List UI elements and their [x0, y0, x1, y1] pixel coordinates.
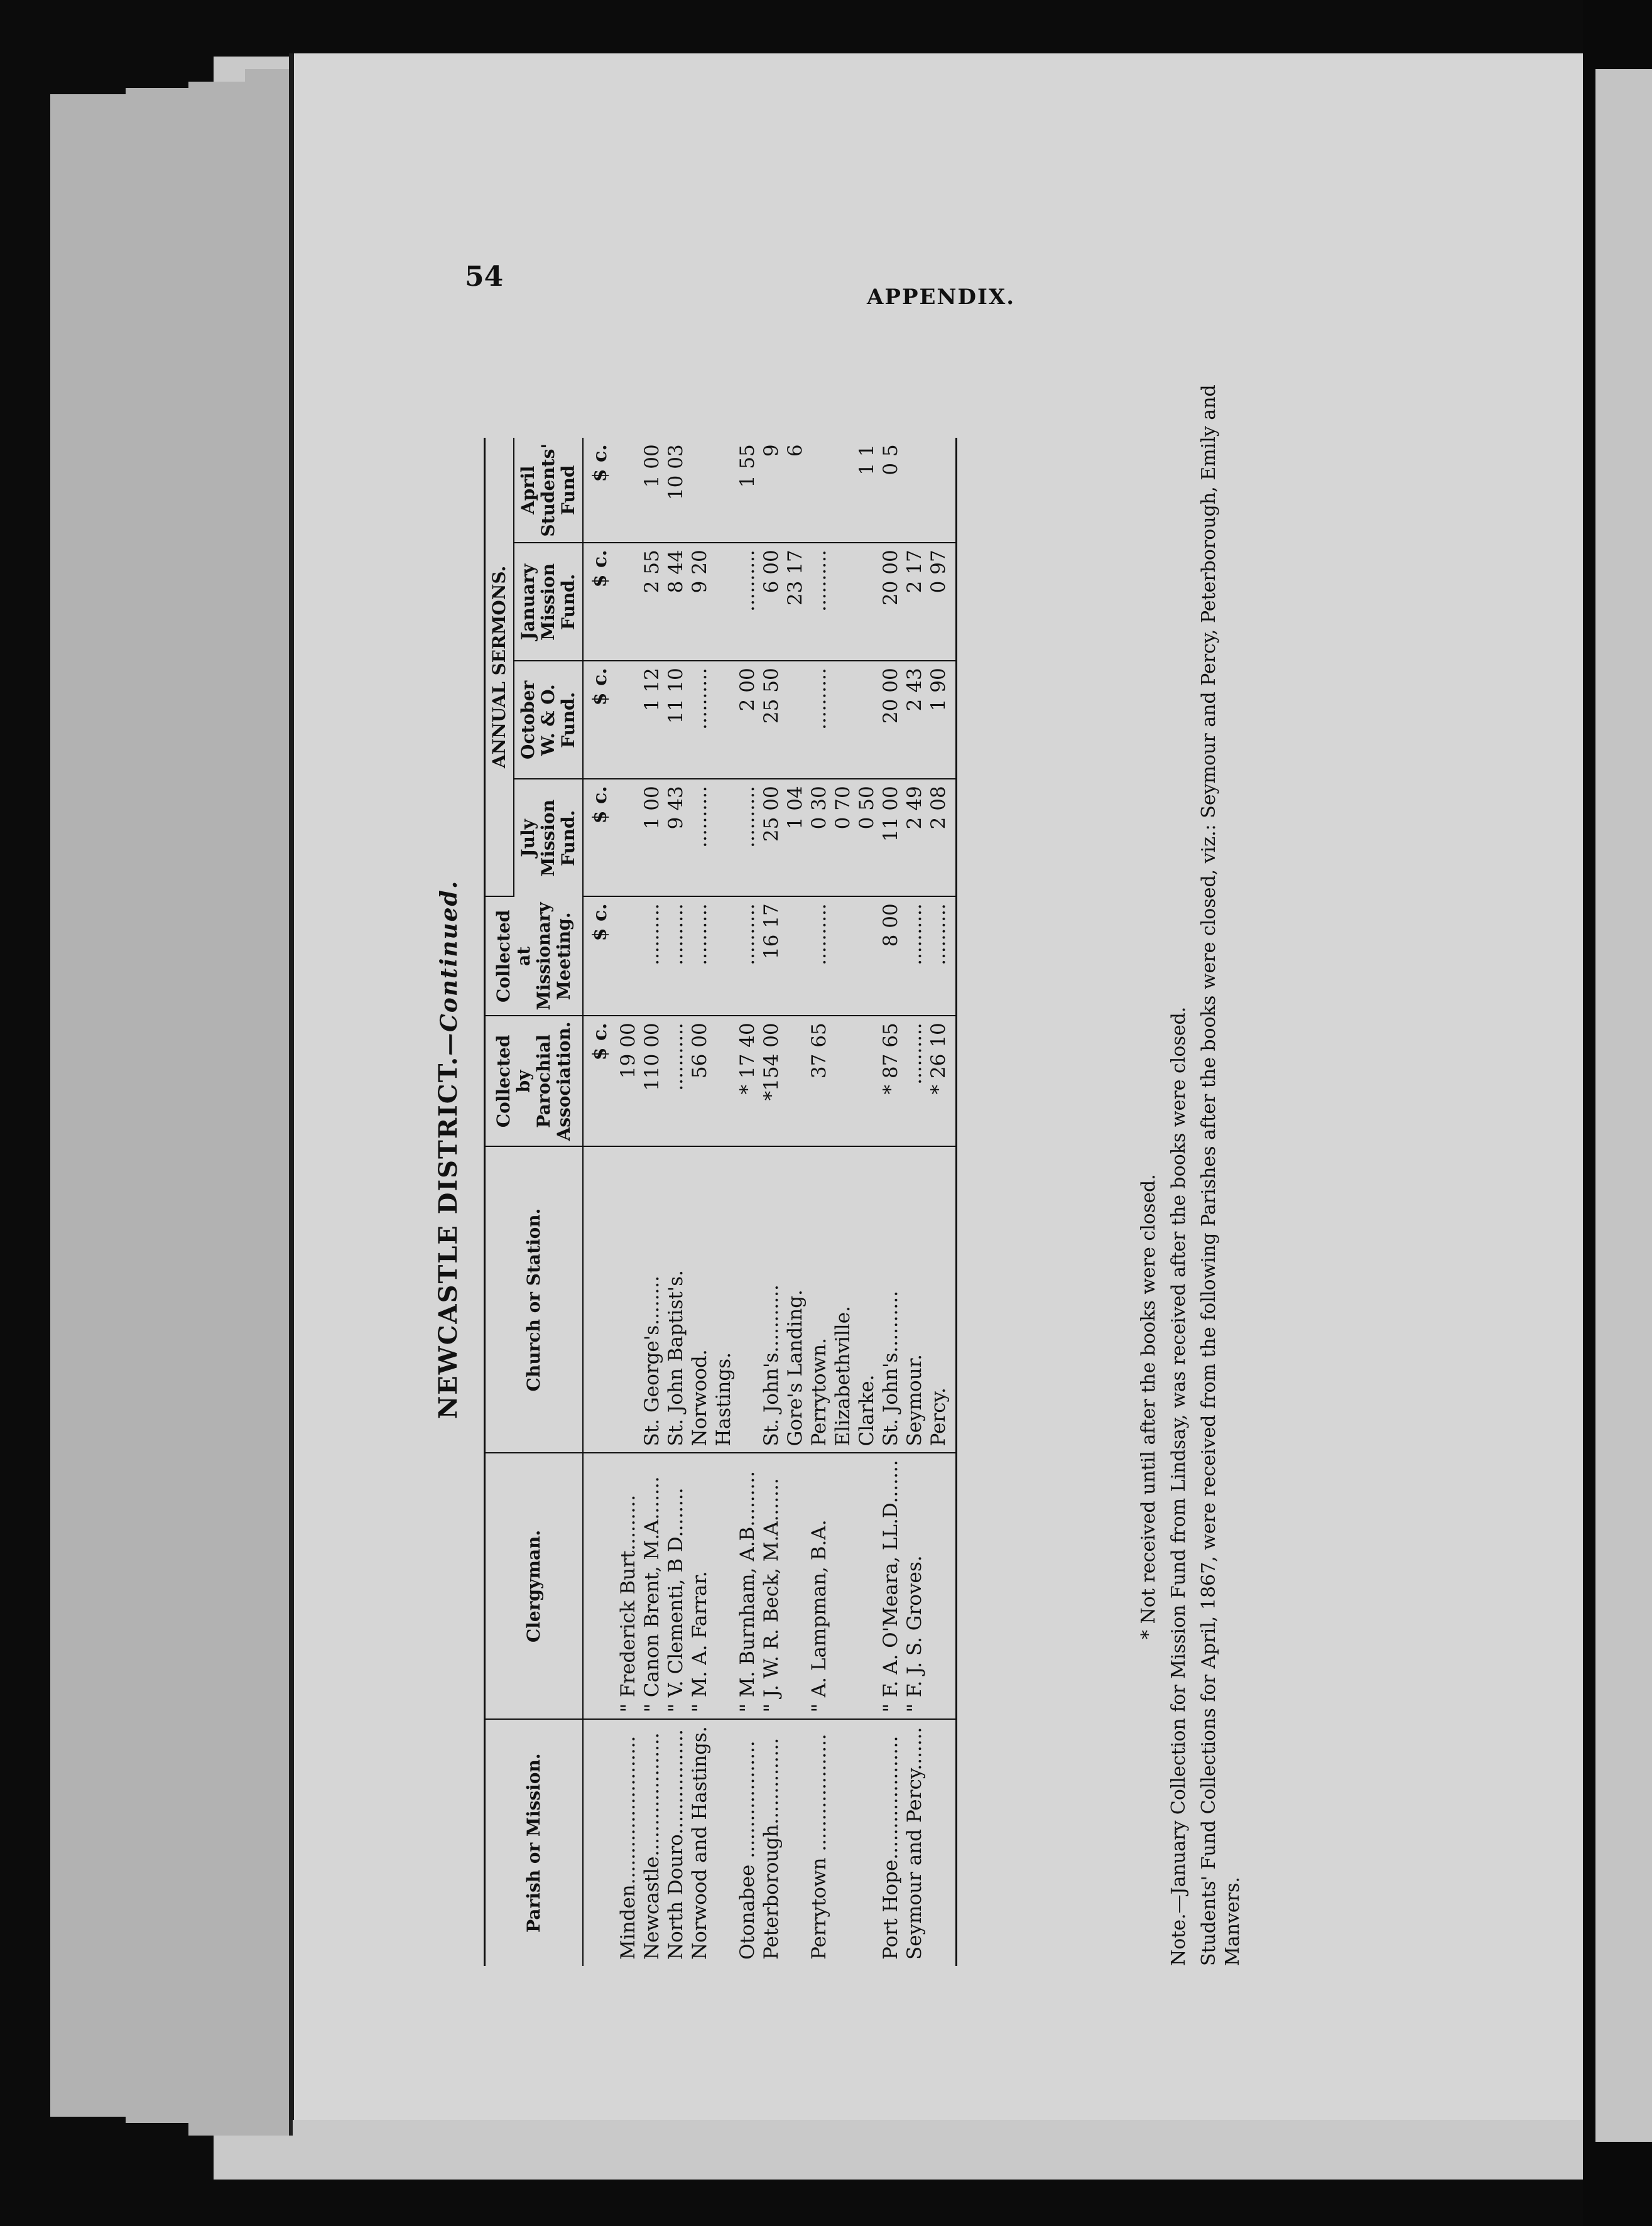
cell-clergyman — [927, 1453, 957, 1719]
running-head: APPENDIX. — [867, 285, 1016, 310]
cell-july: 1 00 — [640, 779, 664, 896]
cell-church — [736, 1146, 759, 1453]
header-parochial: Collected by Parochial Association. — [485, 1016, 584, 1146]
cell-missionary — [783, 896, 807, 1016]
cell-july: 2 08 — [927, 779, 957, 896]
cell-parochial: ........... — [664, 1016, 688, 1146]
facing-page-edge — [1595, 69, 1652, 2142]
cell-parish — [855, 1719, 879, 1966]
footnote: * Not received until after the books were closed. — [1138, 1174, 1160, 1639]
table-row — [616, 438, 640, 1966]
header-july: July Mission Fund. — [514, 779, 583, 896]
unit-cell: $ c. — [583, 661, 616, 779]
cell-church — [616, 1146, 640, 1453]
table-row — [903, 438, 927, 1966]
table-row — [855, 438, 879, 1966]
cell-october: .......... — [807, 661, 831, 779]
cell-april — [927, 438, 957, 543]
cell-church: Percy. — [927, 1146, 957, 1453]
cell-april: 1 00 — [640, 438, 664, 543]
cell-april: 0 5 — [879, 438, 903, 543]
cell-july: 9 43 — [664, 779, 688, 896]
cell-parochial: * 26 10 — [927, 1016, 957, 1146]
cell-clergyman: " Frederick Burt......... — [616, 1453, 640, 1719]
cell-parish: Port Hope.................... — [879, 1735, 902, 1960]
cell-missionary — [712, 896, 736, 1016]
cell-parish: Otonabee ................... — [736, 1740, 759, 1960]
header-april: April Students' Fund — [514, 438, 583, 543]
cell-parochial: 19 00 — [616, 1016, 640, 1146]
cell-october — [831, 661, 855, 779]
cell-missionary: 8 00 — [879, 896, 903, 1016]
cell-january: 2 55 — [640, 543, 664, 661]
cell-clergyman: " A. Lampman, B.A. — [807, 1453, 831, 1719]
cell-april — [712, 438, 736, 543]
footnotes — [1137, 358, 1251, 1966]
header-annual-sermons: ANNUAL SERMONS. — [485, 438, 514, 896]
cell-parochial — [783, 1016, 807, 1146]
table-row — [831, 438, 855, 1966]
cell-parish: Seymour and Percy....... — [903, 1727, 926, 1960]
cell-april: 6 — [783, 438, 807, 543]
cell-parish — [783, 1719, 807, 1966]
cell-church: Norwood. — [688, 1146, 712, 1453]
cell-january: .......... — [736, 543, 759, 661]
unit-row — [583, 438, 616, 1966]
cell-parish: Peterborough.............. — [760, 1737, 783, 1960]
continued-label: —Continued. — [436, 879, 462, 1056]
cell-church: Hastings. — [712, 1146, 736, 1453]
unit-cell: $ c. — [583, 779, 616, 896]
unit-cell: $ c. — [583, 896, 616, 1016]
cell-parish: Perrytown ................... — [808, 1734, 830, 1960]
cell-july: 25 00 — [759, 779, 783, 896]
page-edge — [245, 69, 293, 2136]
unit-cell — [583, 1719, 616, 1966]
table-row — [640, 438, 664, 1966]
cell-parochial — [855, 1016, 879, 1146]
cell-missionary: .......... — [736, 896, 759, 1016]
cell-parochial: 37 65 — [807, 1016, 831, 1146]
cell-october — [616, 661, 640, 779]
cell-july — [712, 779, 736, 896]
cell-church: Clarke. — [855, 1146, 879, 1453]
cell-clergyman: " V. Clementi, B D........ — [664, 1453, 688, 1719]
header-parish: Parish or Mission. — [485, 1719, 584, 1966]
page-edge — [188, 82, 249, 2136]
cell-april — [616, 438, 640, 543]
cell-january — [855, 543, 879, 661]
cell-church: Seymour. — [903, 1146, 927, 1453]
cell-october — [855, 661, 879, 779]
cell-church: St. John's.......... — [879, 1146, 903, 1453]
cell-april — [688, 438, 712, 543]
rotated-table-block — [433, 333, 1250, 1966]
cell-october: 25 50 — [759, 661, 783, 779]
cell-january — [616, 543, 640, 661]
cell-april: 1 1 — [855, 438, 879, 543]
cell-october: 2 43 — [903, 661, 927, 779]
cell-january: 23 17 — [783, 543, 807, 661]
cell-april: 1 55 — [736, 438, 759, 543]
cell-january: 0 97 — [927, 543, 957, 661]
table-row — [927, 438, 957, 1966]
cell-july: 0 50 — [855, 779, 879, 896]
cell-january: .......... — [807, 543, 831, 661]
cell-parish: North Douro................. — [665, 1729, 687, 1960]
cell-october: .......... — [688, 661, 712, 779]
cell-october: 2 00 — [736, 661, 759, 779]
table-row — [688, 438, 712, 1966]
cell-church: Perrytown. — [807, 1146, 831, 1453]
cell-clergyman — [712, 1453, 736, 1719]
cell-october: 11 10 — [664, 661, 688, 779]
cell-missionary: .......... — [807, 896, 831, 1016]
cell-missionary — [855, 896, 879, 1016]
cell-january: 20 00 — [879, 543, 903, 661]
table-title — [433, 333, 463, 1966]
table-row — [807, 438, 831, 1966]
cell-july: 0 30 — [807, 779, 831, 896]
cell-july: 0 70 — [831, 779, 855, 896]
page-edge — [126, 88, 192, 2123]
cell-clergyman: " Canon Brent, M.A....... — [640, 1453, 664, 1719]
cell-clergyman: " F. A. O'Meara, LL.D....... — [879, 1453, 903, 1719]
cell-parish — [927, 1719, 957, 1966]
cell-parochial: * 87 65 — [879, 1016, 903, 1146]
cell-clergyman — [855, 1453, 879, 1719]
cell-church: Elizabethville. — [831, 1146, 855, 1453]
cell-july: 2 49 — [903, 779, 927, 896]
cell-parish: Minden........................ — [617, 1735, 639, 1960]
page-edge — [50, 94, 129, 2117]
cell-parish: Norwood and Hastings. — [688, 1726, 711, 1960]
cell-july: .......... — [736, 779, 759, 896]
cell-july: .......... — [688, 779, 712, 896]
header-january: January Mission Fund. — [514, 543, 583, 661]
cell-july: 1 04 — [783, 779, 807, 896]
table-row — [736, 438, 759, 1966]
cell-church: St. John's........... — [759, 1146, 783, 1453]
cell-july: 11 00 — [879, 779, 903, 896]
cell-october — [712, 661, 736, 779]
footnote: Students' Fund Collections for April, 1867, were received from the following Parishes after the books were closed, viz.: Seymour and Percy, Peterborough, Emily and Manvers. — [1198, 384, 1244, 1966]
cell-january: 9 20 — [688, 543, 712, 661]
cell-parochial: *154 00 — [759, 1016, 783, 1146]
cell-missionary — [831, 896, 855, 1016]
cell-april — [807, 438, 831, 543]
cell-july — [616, 779, 640, 896]
cell-parochial: .......... — [903, 1016, 927, 1146]
header-clergyman: Clergyman. — [485, 1453, 584, 1719]
cell-january — [712, 543, 736, 661]
cell-missionary: .......... — [640, 896, 664, 1016]
cell-april — [903, 438, 927, 543]
table-row — [759, 438, 783, 1966]
header-missionary: Collected at Missionary Meeting. — [485, 896, 584, 1016]
cell-missionary: .......... — [927, 896, 957, 1016]
cell-clergyman: " F. J. S. Groves. — [903, 1453, 927, 1719]
cell-church: St. George's........ — [640, 1146, 664, 1453]
unit-cell — [583, 1453, 616, 1719]
cell-april — [831, 438, 855, 543]
table-row — [712, 438, 736, 1966]
cell-clergyman: " M. Burnham, A.B......... — [736, 1453, 759, 1719]
cell-october: 1 12 — [640, 661, 664, 779]
cell-january — [831, 543, 855, 661]
page-number: 54 — [465, 261, 504, 293]
unit-cell: $ c. — [583, 1016, 616, 1146]
cell-april: 9 — [759, 438, 783, 543]
unit-cell: $ c. — [583, 438, 616, 543]
cell-church: Gore's Landing. — [783, 1146, 807, 1453]
cell-january: 8 44 — [664, 543, 688, 661]
cell-missionary: .......... — [903, 896, 927, 1016]
cell-clergyman: " M. A. Farrar. — [688, 1453, 712, 1719]
cell-missionary — [616, 896, 640, 1016]
cell-january: 6 00 — [759, 543, 783, 661]
cell-missionary: .......... — [688, 896, 712, 1016]
collections-table — [484, 438, 957, 1966]
cell-parochial: 110 00 — [640, 1016, 664, 1146]
cell-missionary: .......... — [664, 896, 688, 1016]
header-october: October W. & O. Fund. — [514, 661, 583, 779]
cell-church: St. John Baptist's. — [664, 1146, 688, 1453]
cell-clergyman — [783, 1453, 807, 1719]
cell-parochial: * 17 40 — [736, 1016, 759, 1146]
cell-missionary: 16 17 — [759, 896, 783, 1016]
cell-clergyman: " J. W. R. Beck, M.A....... — [759, 1453, 783, 1719]
cell-parochial — [831, 1016, 855, 1146]
table-row — [664, 438, 688, 1966]
cell-october: 1 90 — [927, 661, 957, 779]
footnote: Note.—January Collection for Mission Fund from Lindsay, was received after the books were closed. — [1168, 1006, 1190, 1966]
header-church: Church or Station. — [485, 1146, 584, 1453]
cell-april: 10 03 — [664, 438, 688, 543]
table-row — [783, 438, 807, 1966]
cell-parochial — [712, 1016, 736, 1146]
cell-clergyman — [831, 1453, 855, 1719]
cell-october: 20 00 — [879, 661, 903, 779]
unit-cell: $ c. — [583, 543, 616, 661]
cell-parochial: 56 00 — [688, 1016, 712, 1146]
cell-parish — [712, 1719, 736, 1966]
table-row — [879, 438, 903, 1966]
cell-parish — [831, 1719, 855, 1966]
cell-january: 2 17 — [903, 543, 927, 661]
district-title: NEWCASTLE DISTRICT. — [433, 1055, 463, 1420]
cell-parish: Newcastle.................... — [641, 1732, 663, 1960]
cell-october — [783, 661, 807, 779]
unit-cell — [583, 1146, 616, 1453]
